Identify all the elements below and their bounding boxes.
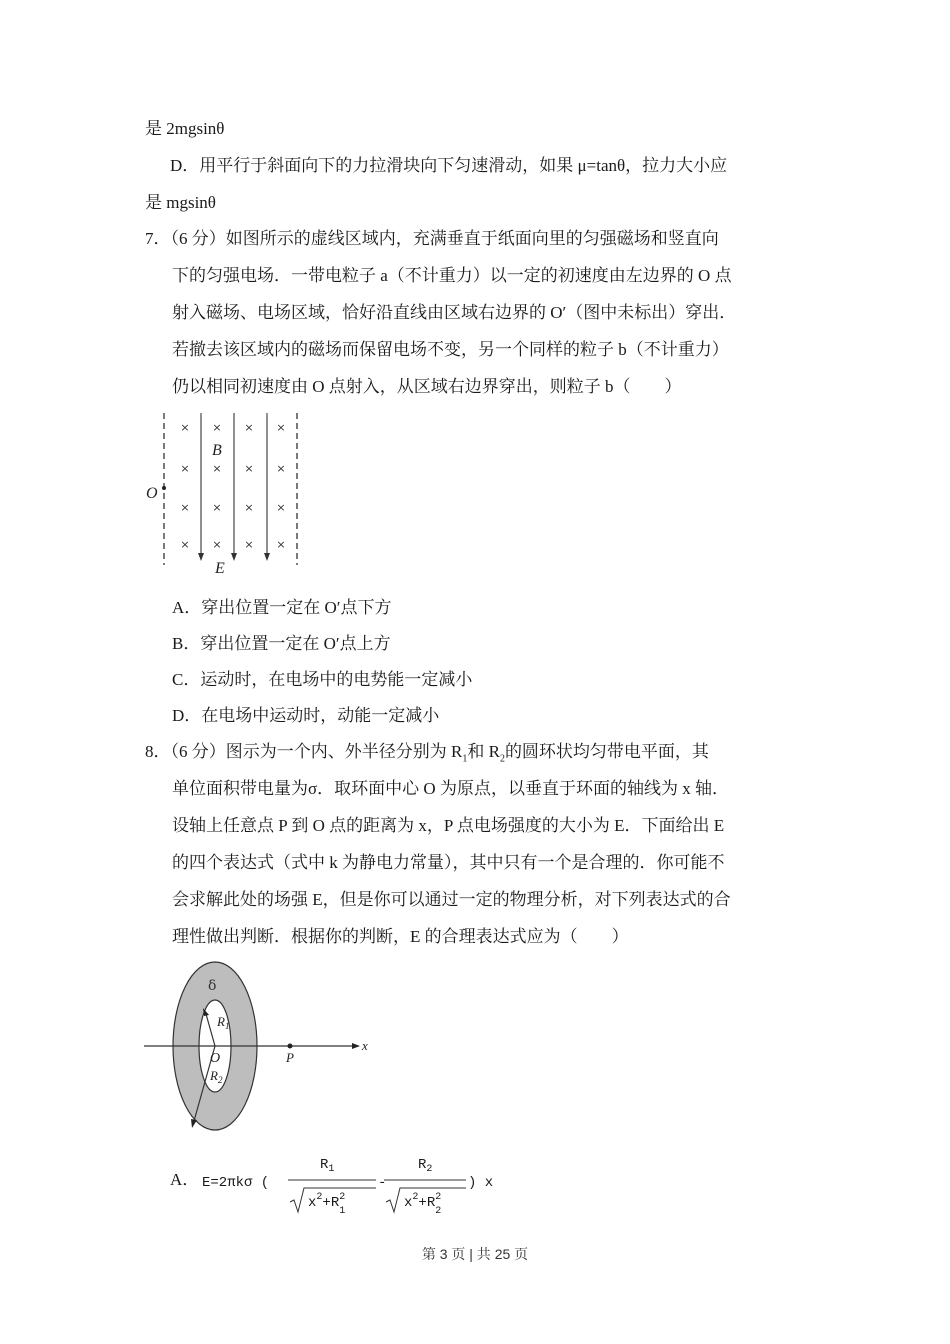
svg-text:×: × <box>212 538 222 551</box>
svg-text:-: - <box>378 1175 387 1191</box>
q7-stem-line: 射入磁场、电场区域，恰好沿直线由区域右边界的 O′（图中未标出）穿出． <box>172 303 737 322</box>
label-r1: $R_1$ <box>217 1014 230 1031</box>
label-o: O <box>146 485 158 502</box>
q7-option-c: C．运动时，在电场中的电势能一定减小 <box>172 670 473 689</box>
svg-text:×: × <box>244 501 254 514</box>
svg-text:) x: ) x <box>468 1175 494 1191</box>
svg-text:×: × <box>212 462 222 475</box>
svg-text:×: × <box>244 462 254 475</box>
q7-option-a: A．穿出位置一定在 O′点下方 <box>172 598 392 617</box>
svg-text:×: × <box>276 421 286 434</box>
label-b: B <box>212 442 222 459</box>
q7-option-d: D．在电场中运动时，动能一定减小 <box>172 706 440 725</box>
svg-text:×: × <box>212 421 222 434</box>
svg-text:×: × <box>276 462 286 475</box>
svg-text:R1: $R_1$ <box>320 1157 335 1175</box>
magnetic-electric-field-figure <box>140 405 310 580</box>
subscript: 2 <box>499 753 505 765</box>
q7-stem-line: 7．（6 分）如图所示的虚线区域内，充满垂直于纸面向里的匀强磁场和竖直向 <box>145 229 719 248</box>
svg-text:x2+R21: $x^2+R^2$ 1 <box>308 1192 346 1217</box>
label-sigma: δ <box>208 978 217 994</box>
svg-text:×: × <box>244 421 254 434</box>
svg-text:×: × <box>180 462 190 475</box>
label-r2: $R_2$ <box>210 1068 223 1085</box>
svg-text:×: × <box>244 538 254 551</box>
q8-stem-line: 设轴上任意点 P 到 O 点的距离为 x，P 点电场强度的大小为 E．下面给出 E <box>172 816 725 835</box>
svg-text:×: × <box>180 421 190 434</box>
q8-stem-line: 的四个表达式（式中 k 为静电力常量），其中只有一个是合理的．你可能不 <box>172 853 725 872</box>
svg-text:x2+R22: $x^2+R^2$ 2 <box>404 1192 442 1217</box>
svg-text:R2: $R_2$ <box>418 1157 433 1175</box>
q8-text: 和 R <box>467 742 500 761</box>
label-o: O <box>210 1051 221 1066</box>
prev-option-d-tail: 是 mgsinθ <box>145 193 216 212</box>
q8-stem-line <box>145 741 709 770</box>
svg-text:A．: A． <box>170 1170 200 1189</box>
q8-stem-line: 会求解此处的场强 E，但是你可以通过一定的物理分析，对下列表达式的合 <box>172 890 731 909</box>
q7-stem-line: 若撤去该区域内的磁场而保留电场不变，另一个同样的粒子 b（不计重力） <box>172 340 729 359</box>
label-e: E <box>215 560 225 577</box>
page-footer: 第 3 页 | 共 25 页 <box>421 1246 529 1262</box>
q8-text: 的圆环状均匀带电平面，其 <box>504 742 709 761</box>
q8-stem-line: 理性做出判断．根据你的判断，E 的合理表达式应为（ ） <box>172 927 629 946</box>
svg-text:E=2πkσ (: E=2πkσ ( <box>202 1175 270 1191</box>
q8-option-a-formula <box>170 1148 500 1223</box>
subscript: 1 <box>462 753 468 765</box>
svg-text:×: × <box>212 501 222 514</box>
charged-ring-figure <box>140 958 380 1133</box>
prev-option-d: D．用平行于斜面向下的力拉滑块向下匀速滑动，如果 μ=tanθ，拉力大小应 <box>170 156 728 175</box>
q7-option-b: B．穿出位置一定在 O′点上方 <box>172 634 391 653</box>
svg-text:×: × <box>276 501 286 514</box>
prev-option-c-tail: 是 2mgsinθ <box>145 119 225 138</box>
svg-text:×: × <box>180 501 190 514</box>
q8-stem-line: 单位面积带电量为σ．取环面中心 O 为原点，以垂直于环面的轴线为 x 轴． <box>172 779 729 798</box>
q7-stem-line: 仍以相同初速度由 O 点射入，从区域右边界穿出，则粒子 b（ ） <box>172 377 682 396</box>
label-p: P <box>286 1050 294 1065</box>
q8-text: 8．（6 分）图示为一个内、外半径分别为 R <box>145 742 463 761</box>
svg-text:×: × <box>276 538 286 551</box>
svg-text:×: × <box>180 538 190 551</box>
q7-stem-line: 下的匀强电场．一带电粒子 a（不计重力）以一定的初速度由左边界的 O 点 <box>172 266 732 285</box>
label-x: x <box>362 1038 368 1053</box>
